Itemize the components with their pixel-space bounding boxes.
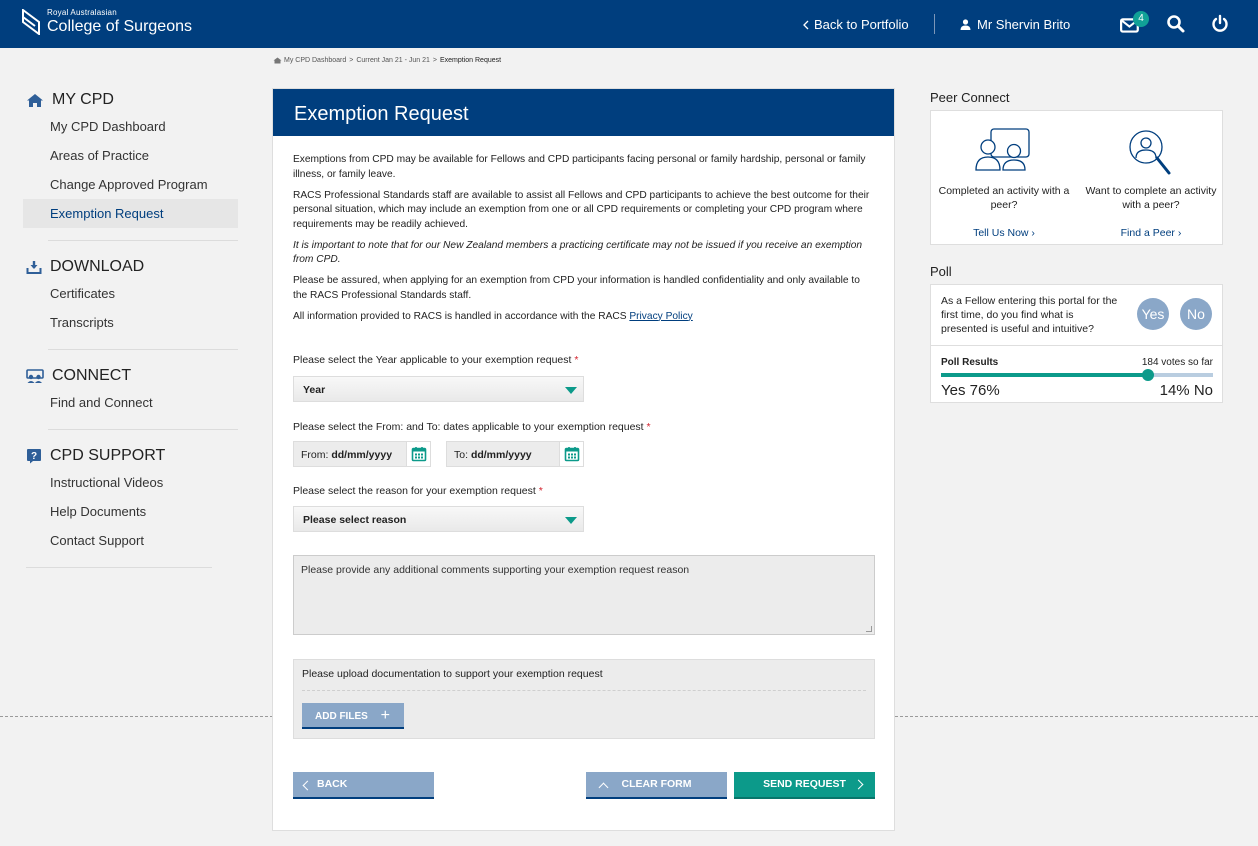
clear-form-button[interactable] [586,772,727,799]
back-to-portfolio-link[interactable] [802,17,909,32]
power-icon[interactable] [1210,14,1230,34]
reason-select-value: Please select reason [303,514,407,526]
to-calendar-button[interactable] [559,442,583,466]
year-question-text: Please select the Year applicable to your exemption request [293,354,572,366]
sidebar-section-mycpd [48,88,238,241]
breadcrumb-separator: > [432,57,437,64]
from-date-value: dd/mm/yyyy [331,449,393,461]
from-date-field[interactable] [293,441,431,467]
poll-title: Poll [930,264,952,279]
connect-icon [26,369,44,384]
send-request-label: SEND REQUEST [763,778,846,790]
breadcrumb [273,57,504,64]
peer-right-column [1078,111,1224,246]
upload-panel [293,659,875,739]
intro-paragraph-3: It is important to note that for our New Zealand members a practicing certificate may not be issued if you receive an exemption from CPD. [293,239,863,265]
poll-results-label: Poll Results [941,357,999,368]
chevron-up-icon [599,783,609,793]
reason-select[interactable] [293,506,584,532]
sidebar-heading-mycpd-label: MY CPD [52,91,114,108]
find-peer-icon [1122,127,1178,177]
sidebar-item-areas-of-practice[interactable]: Areas of Practice [50,148,149,163]
add-files-button[interactable] [302,703,404,729]
from-calendar-button[interactable] [406,442,430,466]
breadcrumb-separator: > [349,57,354,64]
from-date-label: From: [301,449,329,461]
caret-down-icon [565,387,577,394]
plus-icon: + [380,707,390,724]
poll-no-button[interactable]: No [1180,298,1212,330]
download-icon [26,260,42,274]
year-question [293,354,578,366]
dates-question [293,421,651,433]
sidebar-section-download [48,255,238,350]
sidebar-heading-support-label: CPD SUPPORT [50,447,166,464]
racs-logo[interactable] [22,9,192,35]
poll-vote-count: 184 votes so far [1141,357,1213,368]
find-a-peer-link[interactable] [1078,227,1224,239]
reason-question-text: Please select the reason for your exemption request [293,485,536,497]
sidebar-item-find-and-connect[interactable]: Find and Connect [50,395,153,410]
intro-paragraph-5 [293,310,875,325]
sidebar [26,88,238,568]
poll-panel [930,284,1223,403]
poll-result-fill [941,373,1148,377]
peer-left-column [931,111,1077,246]
poll-question: As a Fellow entering this portal for the first time, do you find what is presented is useful and intuitive? [941,295,1118,335]
poll-yes-result: Yes 76% [941,382,1000,399]
peer-left-text: Completed an activity with a peer? [938,185,1070,211]
tell-us-now-label: Tell Us Now [973,227,1029,239]
sidebar-heading-download[interactable] [26,255,238,279]
header-divider [934,14,935,34]
sidebar-item-help-documents[interactable]: Help Documents [50,504,147,519]
dates-question-text: Please select the From: and To: dates applicable to your exemption request [293,421,644,433]
top-bar [0,0,1258,48]
privacy-prefix: All information provided to RACS is handled in accordance with the RACS [293,310,630,322]
svg-text:?: ? [30,451,38,462]
poll-result-knob [1142,369,1154,381]
sidebar-item-certificates[interactable]: Certificates [50,286,116,301]
send-request-button[interactable] [734,772,875,799]
intro-paragraph-3-wrap [293,239,875,268]
chevron-right-icon: › [1177,227,1182,239]
poll-result-bar [941,373,1213,377]
user-name: Mr Shervin Brito [977,17,1071,32]
chevron-right-icon [854,780,864,790]
sidebar-item-change-approved-program[interactable]: Change Approved Program [50,177,208,192]
peer-connect-title: Peer Connect [930,90,1010,105]
logo-big-text: College of Surgeons [47,18,192,35]
sidebar-item-my-cpd-dashboard[interactable]: My CPD Dashboard [50,119,166,134]
sidebar-item-instructional-videos[interactable]: Instructional Videos [50,475,164,490]
mail-count-badge: 4 [1133,11,1149,27]
page-title: Exemption Request [273,89,894,136]
sidebar-heading-support[interactable] [26,444,238,468]
home-icon[interactable] [273,57,282,64]
breadcrumb-period[interactable]: Current Jan 21 - Jun 21 [356,57,430,64]
back-button[interactable] [293,772,434,799]
logo-small-text: Royal Australasian [47,8,117,17]
back-to-portfolio-label: Back to Portfolio [814,17,909,32]
year-select-value: Year [303,384,326,396]
breadcrumb-dashboard[interactable]: My CPD Dashboard [284,57,347,64]
privacy-policy-link[interactable]: Privacy Policy [629,310,693,322]
clear-form-label: CLEAR FORM [621,778,692,790]
sidebar-heading-mycpd[interactable] [26,88,238,112]
poll-no-result: 14% No [1159,382,1213,399]
required-marker: * [646,421,651,433]
comments-placeholder: Please provide any additional comments supporting your exemption request reason [301,564,690,576]
sidebar-heading-download-label: DOWNLOAD [50,258,145,275]
chevron-right-icon: › [1031,227,1035,239]
sidebar-item-transcripts[interactable]: Transcripts [50,315,114,330]
calendar-icon [411,446,427,462]
required-marker: * [538,485,543,497]
year-select[interactable] [293,376,584,402]
sidebar-item-exemption-request[interactable]: Exemption Request [23,199,238,228]
user-icon [960,19,971,30]
poll-divider [931,345,1222,346]
intro-paragraph-1: Exemptions from CPD may be available for Fellows and CPD participants facing personal or family hardship, personal or family illness, or family leave. [293,154,866,180]
calendar-icon [564,446,580,462]
reason-question [293,485,543,497]
exemption-request-card [272,88,895,831]
help-icon [26,448,42,464]
chevron-left-icon [303,781,313,791]
peer-activity-icon [975,127,1031,173]
sidebar-section-connect [48,364,238,430]
required-marker: * [574,354,579,366]
resize-handle[interactable] [866,626,872,632]
user-menu[interactable] [960,17,1070,32]
peer-connect-panel [930,110,1223,245]
to-date-field[interactable] [446,441,584,467]
upload-divider [302,690,866,691]
breadcrumb-current: Exemption Request [439,57,502,64]
poll-yes-button[interactable]: Yes [1137,298,1169,330]
tell-us-now-link[interactable] [931,227,1077,239]
sidebar-heading-connect[interactable] [26,364,238,388]
upload-label: Please upload documentation to support your exemption request [302,668,603,680]
intro-text [293,153,875,331]
racs-logo-icon [22,9,40,35]
search-icon[interactable] [1166,14,1186,34]
sidebar-heading-connect-label: CONNECT [52,367,132,384]
to-date-value: dd/mm/yyyy [470,449,532,461]
chevron-left-icon [802,20,810,30]
back-button-label: BACK [317,778,348,790]
home-icon [26,93,44,108]
comments-textarea[interactable] [293,555,875,635]
to-date-label: To: [454,449,469,461]
sidebar-item-contact-support[interactable]: Contact Support [50,533,144,548]
add-files-label: ADD FILES [315,711,368,722]
intro-paragraph-2: RACS Professional Standards staff are available to assist all Fellows and CPD participants to achieve the best outcome for their personal situation, which may include an exemption from one or all CPD requirements or completing your CPD program where requirements may be readily achieved. [293,189,870,230]
sidebar-section-support [30,444,238,567]
peer-right-text: Want to complete an activity with a peer? [1085,185,1217,211]
find-a-peer-label: Find a Peer [1120,227,1175,239]
sidebar-divider [26,567,212,568]
intro-paragraph-4: Please be assured, when applying for an exemption from CPD your information is handled confidentiality and only available to the RACS Professional Standards staff. [293,275,860,301]
caret-down-icon [565,517,577,524]
